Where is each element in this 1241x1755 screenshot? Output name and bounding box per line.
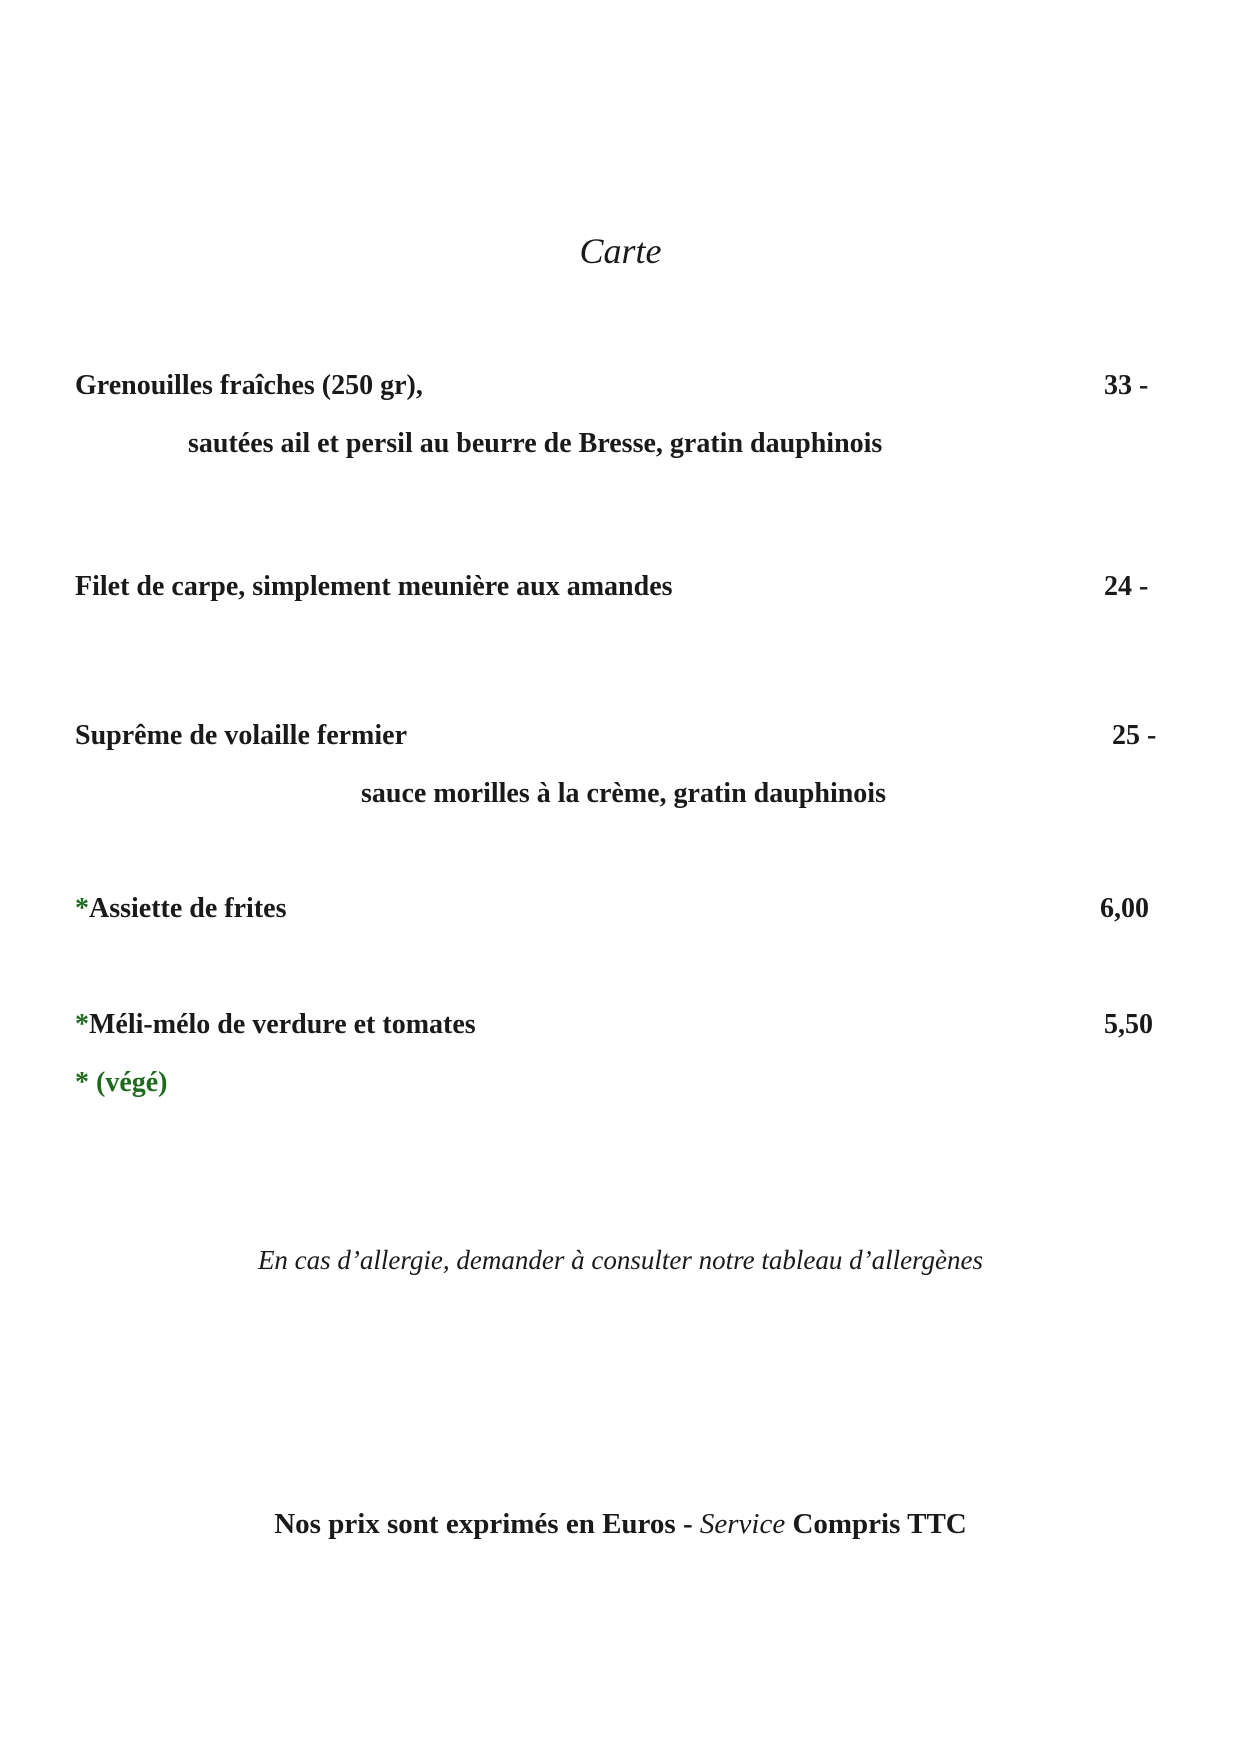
footer-text: Nos prix sont exprimés en Euros - — [274, 1508, 700, 1540]
menu-item-name — [75, 1009, 476, 1041]
menu-item-label: Assiette de frites — [89, 893, 287, 924]
vege-marker: * — [75, 1009, 89, 1040]
footer-text-end: Compris TTC — [785, 1508, 967, 1540]
menu-item-price: 6,00 — [1100, 893, 1149, 924]
menu-item-name: Grenouilles fraîches (250 gr), — [75, 370, 423, 401]
menu-item-name: Suprême de volaille fermier — [75, 720, 408, 751]
menu-item-price: 24 - — [1104, 571, 1149, 602]
menu-item-name: Filet de carpe, simplement meunière aux amandes — [75, 571, 673, 602]
menu-item-description: sauce morilles à la crème, gratin dauphinois — [361, 778, 886, 809]
menu-item-price: 25 - — [1112, 720, 1157, 751]
menu-item-name — [75, 893, 286, 925]
menu-title: Carte — [579, 231, 662, 271]
footer-service: Service — [699, 1508, 786, 1540]
allergy-note: En cas d’allergie, demander à consulter notre tableau d’allergènes — [257, 1245, 984, 1275]
menu-item-description: sautées ail et persil au beurre de Bresse, gratin dauphinois — [188, 428, 883, 459]
vege-legend: * (végé) — [75, 1067, 168, 1098]
menu-item-label: Méli-mélo de verdure et tomates — [89, 1009, 476, 1040]
vege-marker: * — [75, 893, 89, 924]
price-footer — [0, 1508, 1241, 1541]
menu-item-price: 33 - — [1104, 370, 1149, 401]
menu-item-price: 5,50 — [1104, 1009, 1153, 1040]
